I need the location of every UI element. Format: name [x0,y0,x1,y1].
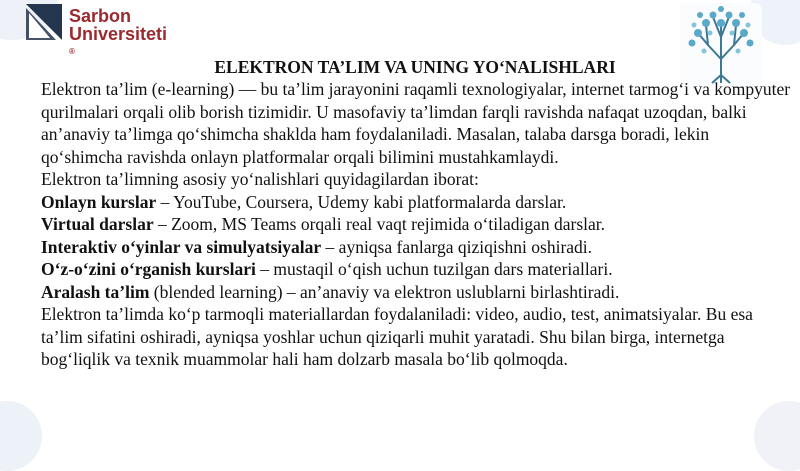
direction-term: Interaktiv o‘yinlar va simulyatsiyalar [41,236,322,257]
logo-wordmark [69,7,167,61]
direction-item [41,191,793,214]
direction-term: Onlayn kurslar [41,191,157,212]
page-title: ELEKTRON TA’LIM VA UNING YO‘NALISHLARI [214,57,616,77]
university-logo [26,4,196,56]
direction-term: Virtual darslar [41,214,154,234]
logo-line-1: Sarbon [69,6,132,26]
content-body [41,78,793,371]
conclusion-paragraph: Elektron ta’limda ko‘p tarmoqli materiallardan foydalaniladi: video, audio, test, animatsiyalar. Bu esa ta’lim sifatini oshiradi, ayniqsa yoshlar uchun qiziqarli muhit yaratadi. Shu bilan birga, internetga bog‘liqlik va texnik muammolar hali ham dolzarb masala bo‘lib qolmoqda. [41,304,753,369]
direction-desc: – ayniqsa fanlarga qiziqishni oshiradi. [321,236,593,257]
direction-item [41,213,793,236]
logo-line-2: Universiteti [69,24,168,44]
direction-desc: – Zoom, MS Teams orqali real vaqt rejimida o‘tiladigan darslar. [153,214,606,234]
direction-desc: – mustaqil o‘qish uchun tuzilgan dars materiallari. [255,259,613,279]
decor-blob-bottom-left [0,401,42,471]
direction-term: O‘z-o‘zini o‘rganish kurslari [41,259,256,279]
decor-blob-bottom-right [754,401,800,471]
registered-mark: ® [69,47,75,56]
intro-paragraph: Elektron ta’lim (e-learning) — bu ta’lim jarayonini raqamli texnologiyalar, internet tarmog‘i va kompyuter qurilmalari orqali olib borish tizimidir. U masofaviy ta’limdan farqli ravishda nafaqat uzoqdan, balki an’anaviy ta’limga qo‘shimcha shaklda ham foydalaniladi. Masalan, talaba darsga boradi, lekin qo‘shimcha ravishda onlayn platformalar orqali bilimini mustahkamlaydi. [41,79,791,167]
direction-item [41,236,793,259]
direction-item [41,258,793,281]
sarbon-logo-icon [26,4,62,40]
direction-desc: – YouTube, Coursera, Udemy kabi platformalarda darslar. [156,191,567,212]
directions-intro: Elektron ta’limning asosiy yo‘nalishlari quyidagilardan iborat: [41,169,479,189]
direction-desc: (blended learning) – an’anaviy va elektron uslublarni birlashtiradi. [149,281,620,302]
direction-term: Aralash ta’lim [41,281,150,302]
direction-item [41,281,793,304]
